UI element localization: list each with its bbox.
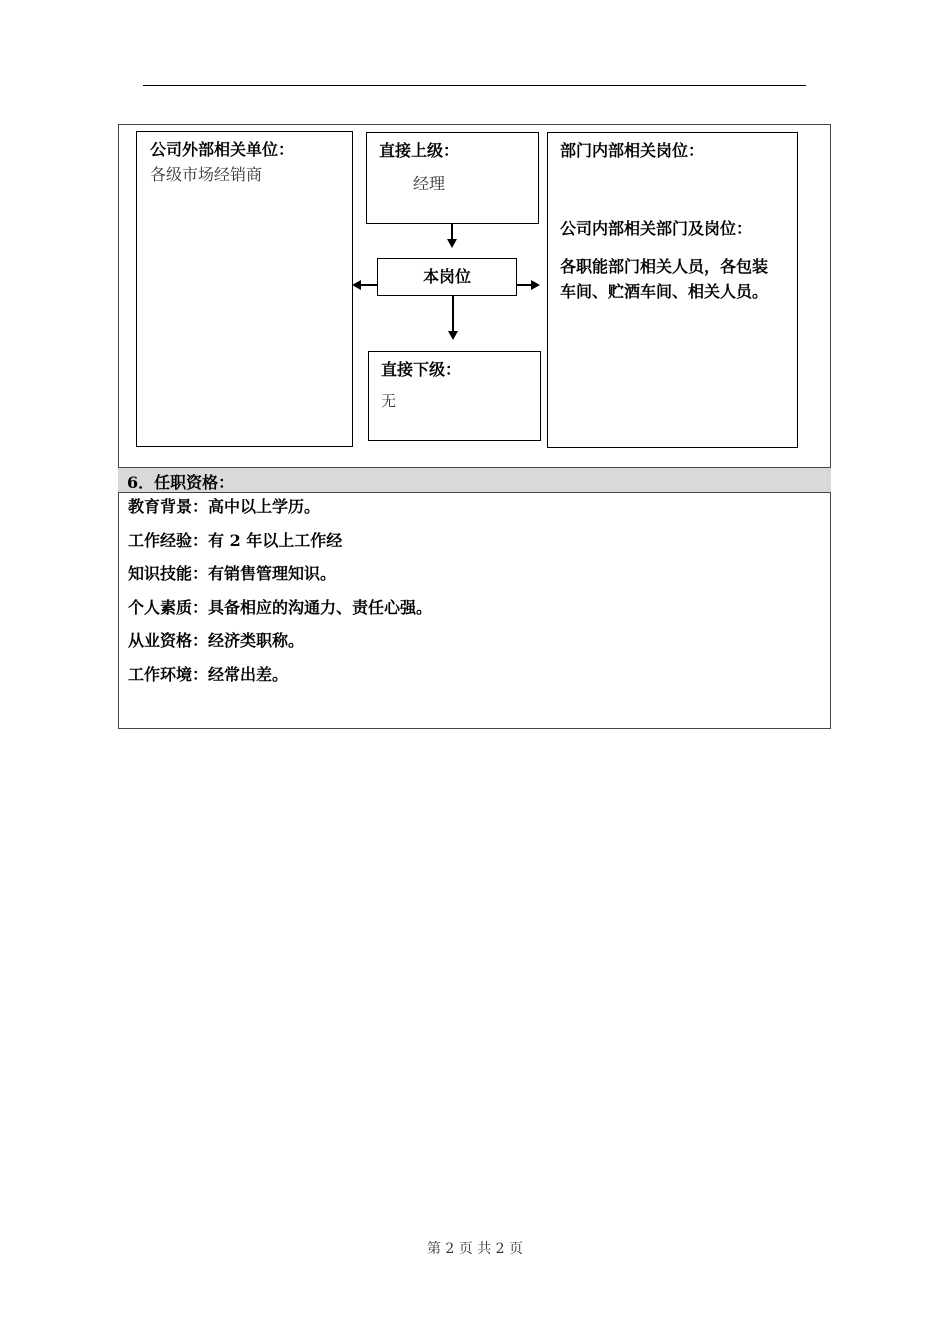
qualifications-heading: 6．任职资格：: [127, 473, 235, 492]
qualifications-list: [128, 496, 432, 698]
direct-subordinate-title: 直接下级：: [381, 360, 462, 379]
page-footer: 第 2 页 共 2 页: [426, 1241, 524, 1257]
qualification-item: 工作环境：经常出差。: [128, 664, 289, 684]
connector-line-left: [360, 284, 377, 286]
external-units-title: 公司外部相关单位：: [150, 140, 295, 159]
direct-superior-value: 经理: [413, 174, 446, 193]
arrow-left-icon: [352, 280, 361, 290]
connector-line-down: [452, 296, 454, 332]
qualification-item: 工作经验：有 2 年以上工作经: [128, 530, 343, 550]
qualification-item: 从业资格：经济类职称。: [128, 631, 305, 651]
connector-line-up: [451, 224, 453, 240]
external-units-value: 各级市场经销商: [150, 165, 263, 184]
connector-line-right: [517, 284, 532, 286]
company-internal-title: 公司内部相关部门及岗位：: [560, 219, 753, 238]
direct-superior-title: 直接上级：: [379, 141, 460, 160]
arrow-down-icon: [447, 239, 457, 248]
internal-positions-title: 部门内部相关岗位：: [560, 141, 705, 160]
qualifications-heading-bar: [118, 467, 831, 493]
arrow-right-icon: [531, 280, 540, 290]
qualification-item: 知识技能：有销售管理知识。: [128, 564, 337, 584]
qualification-item: 教育背景：高中以上学历。: [128, 497, 321, 516]
company-internal-value-line2: 车间、贮酒车间、相关人员。: [560, 282, 769, 301]
direct-subordinate-value: 无: [381, 392, 397, 410]
arrow-down-icon: [448, 331, 458, 340]
header-rule: [143, 85, 806, 86]
qualification-item: 个人素质：具备相应的沟通力、责任心强。: [128, 597, 433, 617]
this-position-label: 本岗位: [423, 267, 472, 286]
company-internal-value-line1: 各职能部门相关人员，各包装: [560, 257, 769, 276]
